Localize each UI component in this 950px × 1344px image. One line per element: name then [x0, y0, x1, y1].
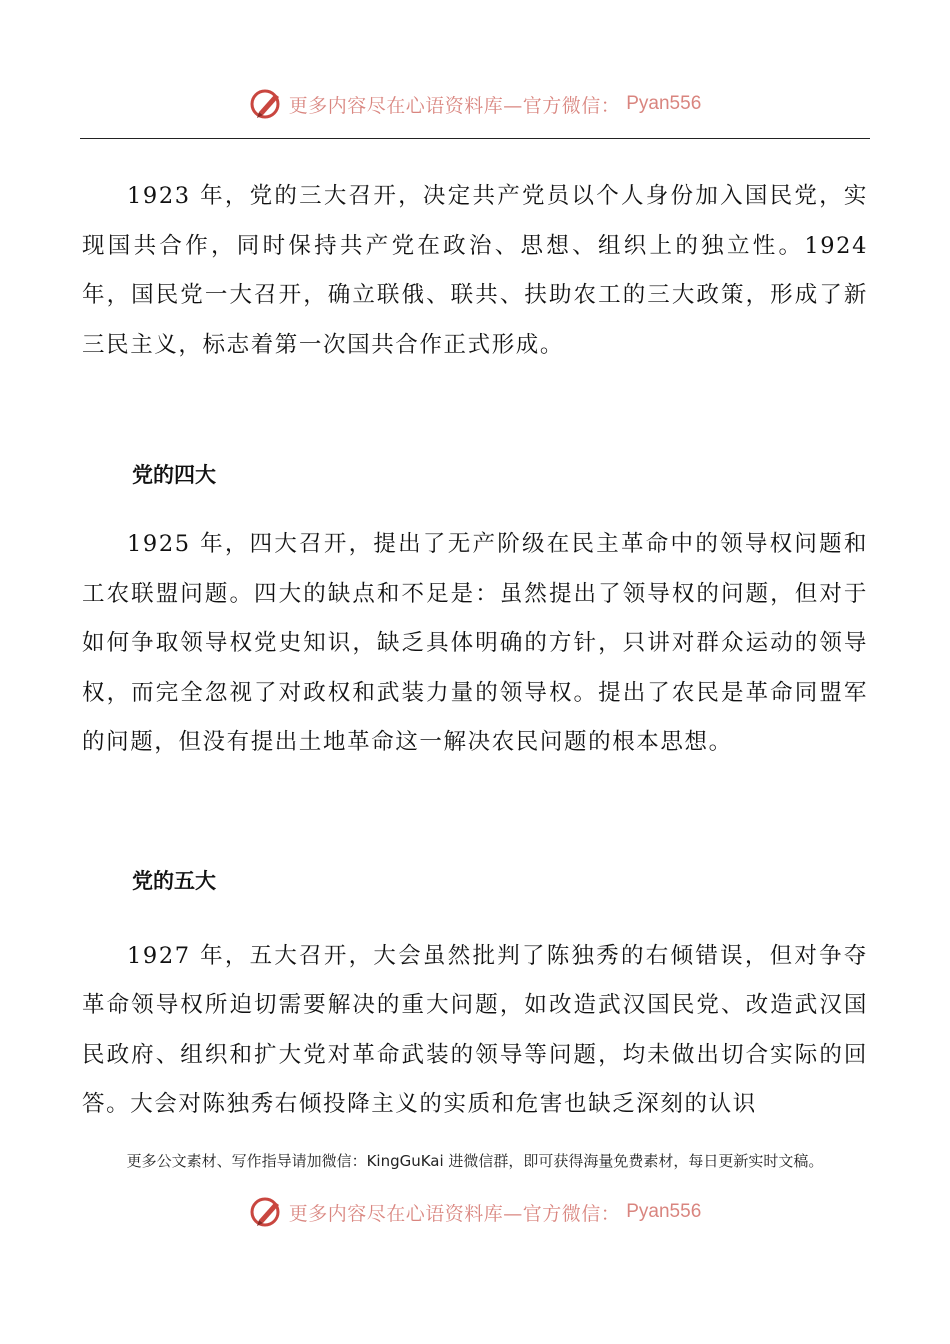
document-body	[82, 172, 868, 1130]
watermark-wechat-id: Pyan556	[626, 93, 702, 114]
footer-note: 更多公文素材、写作指导请加微信：KingGuKai 进微信群，即可获得海量免费素材，每日更新实时文稿。	[126, 1152, 824, 1170]
paragraph-fourth-congress: 1925 年，四大召开，提出了无产阶级在民主革命中的领导权问题和工农联盟问题。四大的缺点和不足是：虽然提出了领导权的问题，但对于如何争取领导权党史知识，缺乏具体明确的方针，只讲对群众运动的领导权，而完全忽视了对政权和武装力量的领导权。提出了农民是革命同盟军的问题，但没有提出土地革命这一解决农民问题的根本思想。	[82, 531, 868, 755]
heading-fifth-congress: 党的五大	[132, 868, 216, 893]
header-rule	[80, 138, 870, 139]
watermark-text: 更多内容尽在心语资料库—官方微信：	[288, 94, 621, 117]
footer-watermark	[0, 1190, 950, 1234]
pen-logo-icon	[249, 1194, 285, 1230]
header-watermark	[0, 82, 950, 126]
heading-fourth-congress: 党的四大	[132, 463, 216, 487]
paragraph-fifth-congress: 1927 年，五大召开，大会虽然批判了陈独秀的右倾错误，但对争夺革命领导权所迫切需要解决的重大问题，如改造武汉国民党、改造武汉国民政府、组织和扩大党对革命武装的领导等问题，均未做出切合实际的回答。大会对陈独秀右倾投降主义的实质和危害也缺乏深刻的认识	[82, 942, 868, 1117]
pen-logo-icon	[249, 86, 285, 122]
watermark-wechat-id: Pyan556	[626, 1201, 702, 1222]
watermark-text: 更多内容尽在心语资料库—官方微信：	[288, 1202, 621, 1225]
paragraph-third-congress: 1923 年，党的三大召开，决定共产党员以个人身份加入国民党，实现国共合作，同时保持共产党在政治、思想、组织上的独立性。1924 年，国民党一大召开，确立联俄、联共、扶助农工的三大政策，形成了新三民主义，标志着第一次国共合作正式形成。	[82, 183, 868, 358]
